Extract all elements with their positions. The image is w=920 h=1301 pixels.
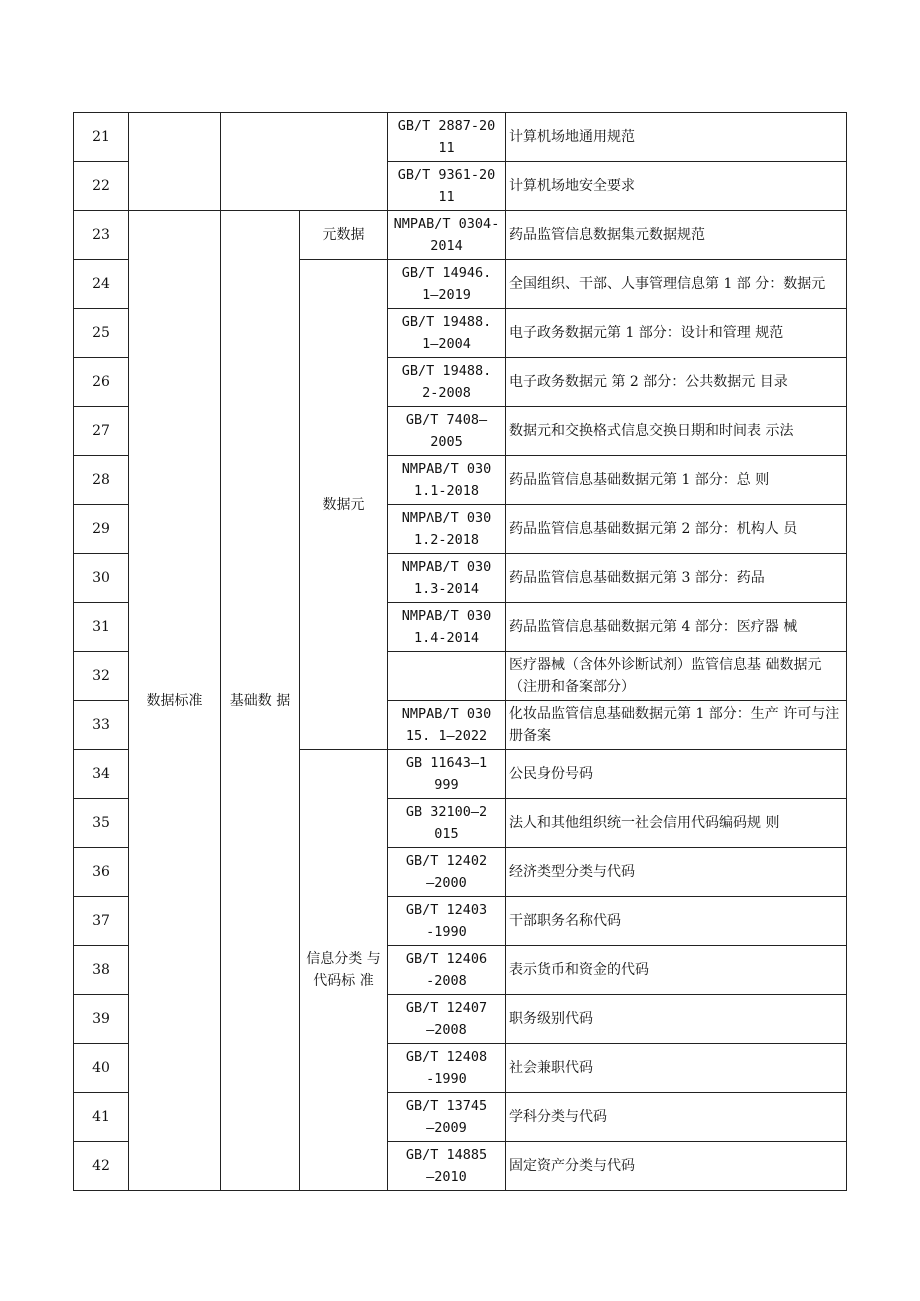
standard-title: 数据元和交换格式信息交换日期和时间表 示法 <box>506 407 847 456</box>
standard-code: GB/T 12407 —2008 <box>388 995 506 1044</box>
standard-title: 表示货币和资金的代码 <box>506 946 847 995</box>
standard-code: NMPAB/T 030 1.3-2014 <box>388 554 506 603</box>
standard-title: 法人和其他组织统一社会信用代码编码规 则 <box>506 799 847 848</box>
row-number: 26 <box>74 358 129 407</box>
standard-title: 药品监管信息数据集元数据规范 <box>506 211 847 260</box>
standard-code: GB/T 12402 —2000 <box>388 848 506 897</box>
standard-code: GB/T 12408 -1990 <box>388 1044 506 1093</box>
standard-title: 医疗器械（含体外诊断试剂）监管信息基 础数据元（注册和备案部分） <box>506 652 847 701</box>
category-level2: 基础数 据 <box>221 211 300 1191</box>
category-level1: 数据标准 <box>129 211 221 1191</box>
row-number: 23 <box>74 211 129 260</box>
row-number: 33 <box>74 701 129 750</box>
row-number: 24 <box>74 260 129 309</box>
standard-title: 化妆品监管信息基础数据元第 1 部分：生产 许可与注册备案 <box>506 701 847 750</box>
standard-code: GB/T 12403 -1990 <box>388 897 506 946</box>
standard-code: NMPΛB/T 030 1.2-2018 <box>388 505 506 554</box>
standard-code: GB 11643—1 999 <box>388 750 506 799</box>
standard-code: GB/T 12406 -2008 <box>388 946 506 995</box>
row-number: 34 <box>74 750 129 799</box>
standard-code <box>388 652 506 701</box>
row-number: 39 <box>74 995 129 1044</box>
row-number: 30 <box>74 554 129 603</box>
standard-title: 职务级别代码 <box>506 995 847 1044</box>
standard-title: 固定资产分类与代码 <box>506 1142 847 1191</box>
standard-code: GB/T 7408— 2005 <box>388 407 506 456</box>
standard-code: GB/T 9361-20 11 <box>388 162 506 211</box>
standard-title: 社会兼职代码 <box>506 1044 847 1093</box>
row-number: 27 <box>74 407 129 456</box>
standard-title: 药品监管信息基础数据元第 4 部分：医疗器 械 <box>506 603 847 652</box>
row-number: 40 <box>74 1044 129 1093</box>
standard-title: 药品监管信息基础数据元第 1 部分：总 则 <box>506 456 847 505</box>
standard-code: GB/T 14885 —2010 <box>388 1142 506 1191</box>
standard-title: 干部职务名称代码 <box>506 897 847 946</box>
standard-title: 全国组织、干部、人事管理信息第 1 部 分：数据元 <box>506 260 847 309</box>
standard-title: 计算机场地安全要求 <box>506 162 847 211</box>
category-level3-data-element: 数据元 <box>300 260 388 750</box>
standard-code: NMPAB/T 0304- 2014 <box>388 211 506 260</box>
row-number: 41 <box>74 1093 129 1142</box>
row-number: 35 <box>74 799 129 848</box>
row-number: 31 <box>74 603 129 652</box>
standard-code: GB/T 19488. 1—2004 <box>388 309 506 358</box>
standard-title: 计算机场地通用规范 <box>506 113 847 162</box>
row-number: 21 <box>74 113 129 162</box>
standard-title: 经济类型分类与代码 <box>506 848 847 897</box>
standard-code: GB/T 14946. 1—2019 <box>388 260 506 309</box>
row-number: 32 <box>74 652 129 701</box>
row-number: 25 <box>74 309 129 358</box>
standard-code: GB/T 2887-20 11 <box>388 113 506 162</box>
standard-title: 药品监管信息基础数据元第 2 部分：机构人 员 <box>506 505 847 554</box>
standard-title: 公民身份号码 <box>506 750 847 799</box>
standard-title: 电子政务数据元 第 2 部分：公共数据元 目录 <box>506 358 847 407</box>
standard-title: 学科分类与代码 <box>506 1093 847 1142</box>
row-number: 36 <box>74 848 129 897</box>
row-number: 28 <box>74 456 129 505</box>
row-number: 38 <box>74 946 129 995</box>
standard-code: NMPAB/T 030 15. 1—2022 <box>388 701 506 750</box>
category-level2-empty <box>221 113 388 211</box>
standard-title: 药品监管信息基础数据元第 3 部分：药品 <box>506 554 847 603</box>
standard-code: GB 32100—2 015 <box>388 799 506 848</box>
category-level3-classification-code: 信息分类 与代码标 准 <box>300 750 388 1191</box>
category-level3-metadata: 元数据 <box>300 211 388 260</box>
standard-code: NMPAB/T 030 1.1-2018 <box>388 456 506 505</box>
row-number: 37 <box>74 897 129 946</box>
row-number: 22 <box>74 162 129 211</box>
standard-code: GB/T 13745 —2009 <box>388 1093 506 1142</box>
row-number: 42 <box>74 1142 129 1191</box>
standard-code: NMPAB/T 030 1.4-2014 <box>388 603 506 652</box>
table-row <box>74 113 847 162</box>
row-number: 29 <box>74 505 129 554</box>
standard-code: GB/T 19488. 2-2008 <box>388 358 506 407</box>
category-level1-empty <box>129 113 221 211</box>
table-row <box>74 211 847 260</box>
standards-table <box>73 112 847 1191</box>
standard-title: 电子政务数据元第 1 部分：设计和管理 规范 <box>506 309 847 358</box>
